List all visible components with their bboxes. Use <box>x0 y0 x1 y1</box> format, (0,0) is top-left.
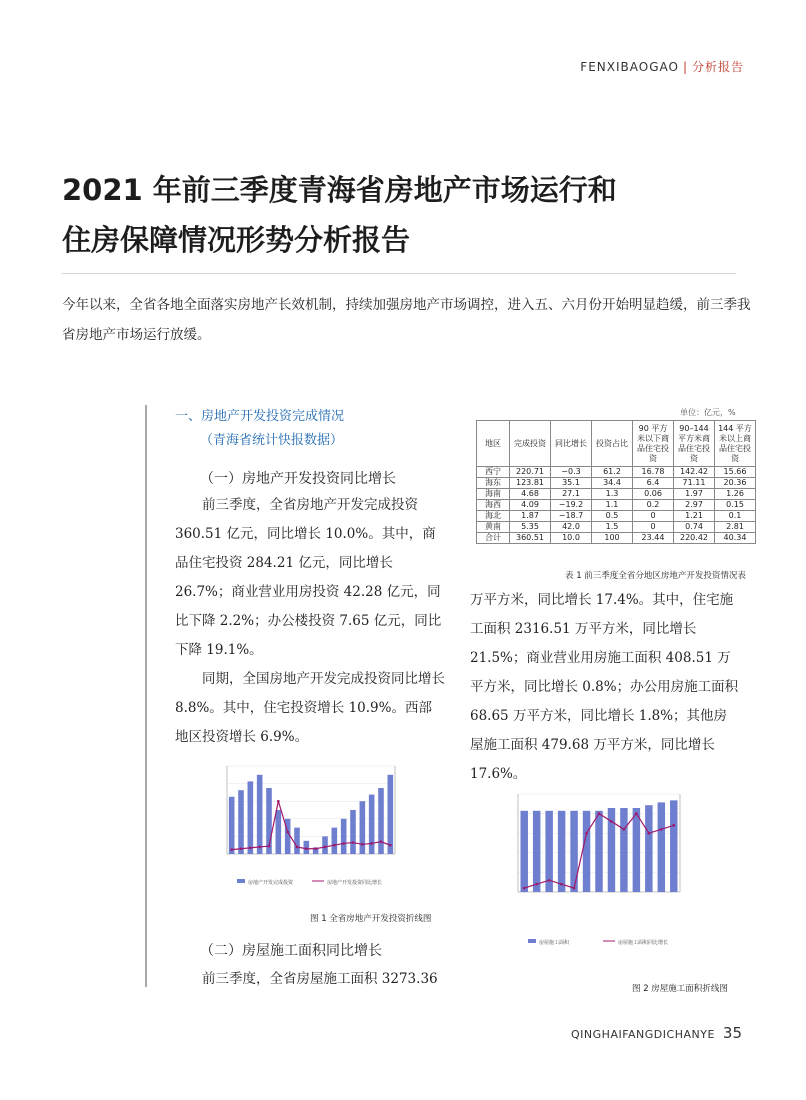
table-cell: 4.09 <box>510 500 551 511</box>
table-body <box>477 467 756 544</box>
legend-bar-label: 房地产开发完成投资 <box>248 880 294 886</box>
line-point <box>598 812 601 815</box>
subheading-2-body <box>175 965 445 994</box>
lead-paragraph: 今年以来，全省各地全面落实房地产长效机制，持续加强房地产市场调控，进入五、六月份开始明显趋缓，前三季我省房地产市场运行放缓。 <box>62 297 751 343</box>
chart-investment <box>205 760 410 904</box>
line-point <box>535 883 538 886</box>
table-header-cell: 90–144 平方米商品住宅投资 <box>674 421 715 467</box>
header-separator: | <box>682 60 688 74</box>
table-cell: 1.3 <box>592 489 633 500</box>
line-point <box>623 828 626 831</box>
line-point <box>249 847 252 850</box>
table-cell: 2.81 <box>715 522 756 533</box>
line-point <box>560 883 563 886</box>
table-row <box>477 478 756 489</box>
table-cell: 西宁 <box>477 467 510 478</box>
table-cell: 142.42 <box>674 467 715 478</box>
line-point <box>672 824 675 827</box>
table-cell: 71.11 <box>674 478 715 489</box>
line-point <box>342 842 345 845</box>
left-column <box>175 491 445 752</box>
table-cell: 1.87 <box>510 511 551 522</box>
series-line <box>232 801 391 849</box>
table-header-row <box>477 421 756 467</box>
title-line-1: 2021 年前三季度青海省房地产市场运行和 <box>62 173 617 207</box>
table-cell: 2.97 <box>674 500 715 511</box>
bar <box>558 811 565 892</box>
bar <box>350 810 356 854</box>
table-cell: 34.4 <box>592 478 633 489</box>
table-cell: −19.2 <box>551 500 592 511</box>
line-point <box>660 828 663 831</box>
table-row <box>477 467 756 478</box>
table-cell: 0.5 <box>592 511 633 522</box>
table-cell: 1.1 <box>592 500 633 511</box>
page-footer <box>571 1023 742 1042</box>
bar <box>645 805 652 892</box>
table-cell: 23.44 <box>633 533 674 544</box>
chart-investment-svg <box>205 760 410 900</box>
table-header-cell: 完成投资 <box>510 421 551 467</box>
line-point <box>314 847 317 850</box>
line-point <box>370 842 373 845</box>
bar <box>583 811 590 892</box>
table-cell: 61.2 <box>592 467 633 478</box>
table-cell: 0.74 <box>674 522 715 533</box>
right-column <box>470 586 740 789</box>
line-point <box>286 831 289 834</box>
line-point <box>389 844 392 847</box>
line-point <box>361 843 364 846</box>
table-cell: 6.4 <box>633 478 674 489</box>
chart-construction <box>494 788 694 972</box>
table-cell: 黄南 <box>477 522 510 533</box>
table-cell: 123.81 <box>510 478 551 489</box>
line-point <box>380 840 383 843</box>
footer-publication: QINGHAIFANGDICHANYE <box>571 1028 715 1041</box>
subheading-1: （一）房地产开发投资同比增长 <box>200 471 396 487</box>
line-point <box>305 847 308 850</box>
table-cell: −18.7 <box>551 511 592 522</box>
table-cell: 220.42 <box>674 533 715 544</box>
line-point <box>573 887 576 890</box>
bar <box>670 800 677 892</box>
paragraph: 同期，全国房地产开发完成投资同比增长 8.8%。其中，住宅投资增长 10.9%。西部地区投资增长 6.9%。 <box>175 671 445 745</box>
table-cell: 4.68 <box>510 489 551 500</box>
line-point <box>258 846 261 849</box>
bar <box>276 810 282 854</box>
line-point <box>352 841 355 844</box>
line-point <box>585 832 588 835</box>
table-cell: 1.26 <box>715 489 756 500</box>
legend-bar-swatch <box>237 879 245 883</box>
line-point <box>523 887 526 890</box>
investment-table <box>476 420 756 544</box>
table-cell: 0 <box>633 522 674 533</box>
table-cell: 35.1 <box>551 478 592 489</box>
bar <box>369 795 375 854</box>
bar <box>238 790 244 854</box>
bar <box>322 836 328 854</box>
running-header <box>580 58 744 75</box>
table-cell: 海南 <box>477 489 510 500</box>
table-row <box>477 500 756 511</box>
bar <box>248 781 254 854</box>
line-point <box>268 845 271 848</box>
line-point <box>610 820 613 823</box>
table-cell: 40.34 <box>715 533 756 544</box>
table-header-cell: 地区 <box>477 421 510 467</box>
title-line-2: 住房保障情况形势分析报告 <box>62 223 411 257</box>
table-cell: 360.51 <box>510 533 551 544</box>
line-point <box>296 846 299 849</box>
line-point <box>648 832 651 835</box>
table-cell: 0.06 <box>633 489 674 500</box>
table-header-cell: 同比增长 <box>551 421 592 467</box>
line-point <box>277 800 280 803</box>
table-header-cell: 投资占比 <box>592 421 633 467</box>
bar <box>332 828 338 854</box>
bar <box>304 841 310 854</box>
table-cell: 5.35 <box>510 522 551 533</box>
legend-bar-label: 房屋施工面积 <box>539 940 570 946</box>
legend-line-label: 房地产开发投资同比增长 <box>327 880 383 886</box>
line-point <box>324 846 327 849</box>
legend-line-label: 房屋施工面积同比增长 <box>618 940 669 946</box>
table-header-cell: 144 平方米以上商品住宅投资 <box>715 421 756 467</box>
table-cell: 1.97 <box>674 489 715 500</box>
bar <box>633 808 640 892</box>
bar <box>229 797 235 854</box>
table-cell: 合计 <box>477 533 510 544</box>
table-row <box>477 522 756 533</box>
title-divider <box>62 273 736 274</box>
table-cell: 42.0 <box>551 522 592 533</box>
table-unit: 单位：亿元，% <box>680 408 736 417</box>
bar <box>570 811 577 892</box>
line-point <box>548 879 551 882</box>
bar <box>294 828 300 854</box>
table-row <box>477 533 756 544</box>
table-row <box>477 511 756 522</box>
table-cell: 0 <box>633 511 674 522</box>
line-point <box>333 844 336 847</box>
table-row <box>477 489 756 500</box>
bar <box>378 788 384 854</box>
table-cell: 27.1 <box>551 489 592 500</box>
table-cell: 220.71 <box>510 467 551 478</box>
table-cell: 20.36 <box>715 478 756 489</box>
header-section: 分析报告 <box>691 60 744 74</box>
section-heading-line-1: 一、房地产开发投资完成情况 <box>175 409 345 424</box>
table-cell: −0.3 <box>551 467 592 478</box>
bar <box>620 808 627 892</box>
bar <box>520 811 527 892</box>
legend-bar-swatch <box>528 939 536 943</box>
table-cell: 100 <box>592 533 633 544</box>
table-caption: 表 1 前三季度全省分地区房地产开发投资情况表 <box>565 571 746 581</box>
table-cell: 10.0 <box>551 533 592 544</box>
table-cell: 1.5 <box>592 522 633 533</box>
bar <box>341 819 347 854</box>
table-cell: 海东 <box>477 478 510 489</box>
chart-construction-svg <box>494 788 694 968</box>
bar <box>360 801 366 854</box>
paragraph: 前三季度，全省房地产开发完成投资 360.51 亿元，同比增长 10.0%。其中，商品住宅投资 284.21 亿元，同比增长 26.7%；商业营业用房投资 42.28 亿元，同比下降 2.2%；办公楼投资 7.65 亿元，同比下降 19.1%。 <box>175 497 442 658</box>
table-cell: 0.15 <box>715 500 756 511</box>
table-cell: 海北 <box>477 511 510 522</box>
table-cell: 海西 <box>477 500 510 511</box>
bar <box>533 811 540 892</box>
column-divider <box>145 405 147 987</box>
table-cell: 1.21 <box>674 511 715 522</box>
line-point <box>240 847 243 850</box>
subheading-2: （二）房屋施工面积同比增长 <box>200 943 382 959</box>
header-brand: FENXIBAOGAO <box>580 60 679 74</box>
bar <box>595 811 602 892</box>
section-heading <box>175 405 344 453</box>
table-cell: 16.78 <box>633 467 674 478</box>
paragraph: 万平方米，同比增长 17.4%。其中，住宅施工面积 2316.51 万平方米，同比增长 21.5%；商业营业用房施工面积 408.51 万平方米，同比增长 0.8%；办公用房施工面积 68.65 万平方米，同比增长 1.8%；其他房屋施工面积 479.68 万平方米，同比增长 17.6%。 <box>470 592 739 782</box>
figure-2-caption: 图 2 房屋施工面积折线图 <box>632 984 728 994</box>
line-point <box>230 848 233 851</box>
article-title <box>62 165 752 265</box>
bar <box>658 802 665 892</box>
table-cell: 15.66 <box>715 467 756 478</box>
table-header-cell: 90 平方米以下商品住宅投资 <box>633 421 674 467</box>
bar <box>388 775 394 854</box>
table-cell: 0.1 <box>715 511 756 522</box>
paragraph: 前三季度，全省房屋施工面积 3273.36 <box>202 971 438 987</box>
figure-1-caption: 图 1 全省房地产开发投资折线图 <box>310 914 432 924</box>
line-point <box>635 812 638 815</box>
bar <box>257 775 263 854</box>
table-cell: 0.2 <box>633 500 674 511</box>
section-heading-line-2: （青海省统计快报数据） <box>200 433 344 448</box>
page-number: 35 <box>722 1024 742 1042</box>
